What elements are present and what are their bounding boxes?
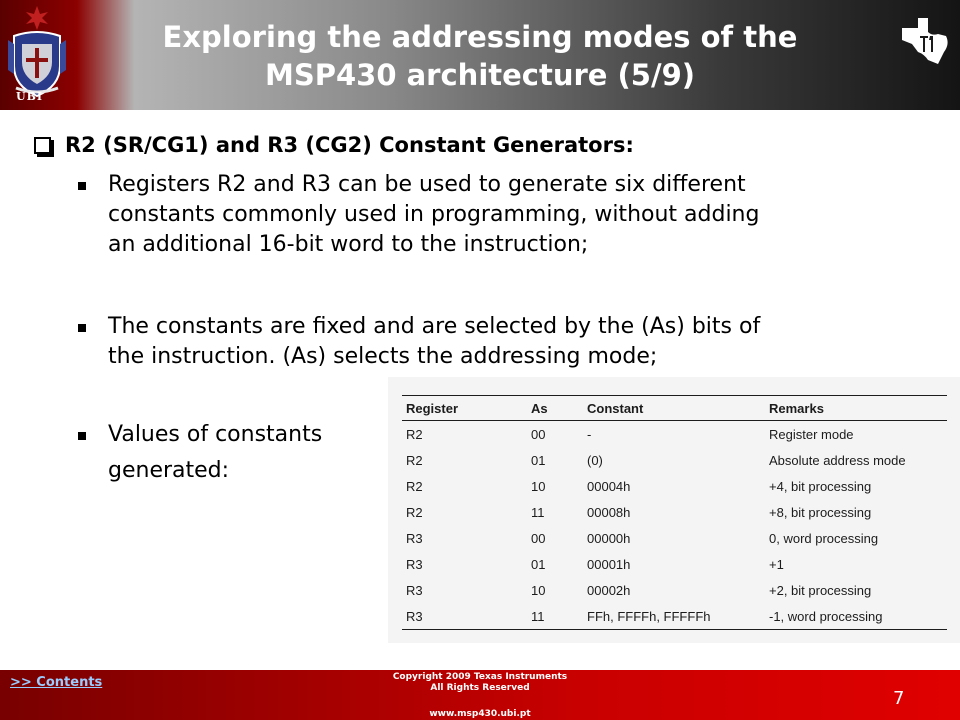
copyright-line: Copyright 2009 Texas Instruments xyxy=(392,672,568,682)
university-crest-icon xyxy=(4,4,70,104)
table-cell: R3 xyxy=(406,530,423,546)
constants-table xyxy=(402,395,947,630)
table-row xyxy=(402,551,947,577)
table-cell: 10 xyxy=(531,582,546,598)
section-heading xyxy=(34,133,634,157)
table-cell: 00002h xyxy=(587,582,631,598)
table-cell: 00 xyxy=(531,426,546,442)
slide-header xyxy=(0,0,960,110)
table-header-row xyxy=(402,396,947,421)
texas-instruments-logo-icon xyxy=(898,14,952,68)
column-header-remarks: Remarks xyxy=(765,396,947,421)
table-cell: R3 xyxy=(406,556,423,572)
table-cell: 10 xyxy=(531,478,546,494)
table-cell: 01 xyxy=(531,452,546,468)
square-bullet-icon xyxy=(78,182,86,190)
table-cell: +1 xyxy=(769,556,784,572)
table-cell: R3 xyxy=(406,582,423,598)
table-cell: R3 xyxy=(402,603,527,630)
table-row xyxy=(402,603,947,630)
table-cell: R2 xyxy=(406,504,423,520)
table-cell: 00000h xyxy=(587,530,631,546)
table-cell: R2 xyxy=(406,478,423,494)
table-cell: +8, bit processing xyxy=(769,504,872,520)
bullet-line: the instruction. (As) selects the addressing mode; xyxy=(108,344,658,369)
table-row xyxy=(402,499,947,525)
table-row xyxy=(402,473,947,499)
checkbox-bullet-icon xyxy=(34,137,51,154)
bullet-line: Values of constants xyxy=(108,422,323,447)
table-cell: 00001h xyxy=(587,556,631,572)
table-cell: 11 xyxy=(531,504,545,520)
table-row xyxy=(402,421,947,448)
table-row xyxy=(402,447,947,473)
table-cell: -1, word processing xyxy=(765,603,947,630)
copyright-line: All Rights Reserved xyxy=(430,683,530,693)
bullet-text xyxy=(108,312,760,372)
bullet-line: Registers R2 and R3 can be used to generate six different xyxy=(108,172,746,197)
table-cell: 00 xyxy=(531,530,546,546)
table-body xyxy=(402,421,947,630)
table-cell: FFh, FFFFh, FFFFFh xyxy=(583,603,765,630)
bullet-line: constants commonly used in programming, without adding xyxy=(108,202,760,227)
table-cell: (0) xyxy=(587,452,603,468)
table-cell: - xyxy=(587,426,592,442)
bullet-text xyxy=(108,170,759,260)
copyright-notice xyxy=(340,672,620,694)
table-cell: 01 xyxy=(531,556,546,572)
table-cell: 00004h xyxy=(587,478,631,494)
slide-title xyxy=(100,18,860,94)
table-cell: Absolute address mode xyxy=(769,452,906,468)
table-cell: R2 xyxy=(406,426,423,442)
table-cell: 11 xyxy=(527,603,583,630)
table-row xyxy=(402,525,947,551)
bullet-line: The constants are fixed and are selected by the (As) bits of xyxy=(108,314,761,339)
website-url: www.msp430.ubi.pt xyxy=(429,709,531,719)
bullet-line: generated: xyxy=(108,458,230,483)
page-number: 7 xyxy=(893,688,905,709)
table-row xyxy=(402,577,947,603)
bullet-line: an additional 16-bit word to the instruction; xyxy=(108,232,589,257)
table-cell: 00008h xyxy=(587,504,631,520)
crest-label: UBI xyxy=(16,90,44,103)
column-header-register: Register xyxy=(402,396,527,421)
slide-title-line: MSP430 architecture (5/9) xyxy=(264,58,696,92)
table-cell: R2 xyxy=(406,452,423,468)
table-cell: +4, bit processing xyxy=(769,478,872,494)
table-cell: Register mode xyxy=(769,426,854,442)
slide-footer xyxy=(0,670,960,720)
table-cell: +2, bit processing xyxy=(769,582,872,598)
column-header-as: As xyxy=(527,396,583,421)
table-cell: 0, word processing xyxy=(769,530,879,546)
square-bullet-icon xyxy=(78,432,86,440)
contents-link[interactable]: >> Contents xyxy=(10,675,103,690)
bullet-text xyxy=(108,420,322,450)
constants-table-image xyxy=(388,377,960,643)
slide-title-line: Exploring the addressing modes of the xyxy=(162,20,798,54)
section-heading-text: R2 (SR/CG1) and R3 (CG2) Constant Generators: xyxy=(65,133,634,157)
column-header-constant: Constant xyxy=(583,396,765,421)
square-bullet-icon xyxy=(78,324,86,332)
